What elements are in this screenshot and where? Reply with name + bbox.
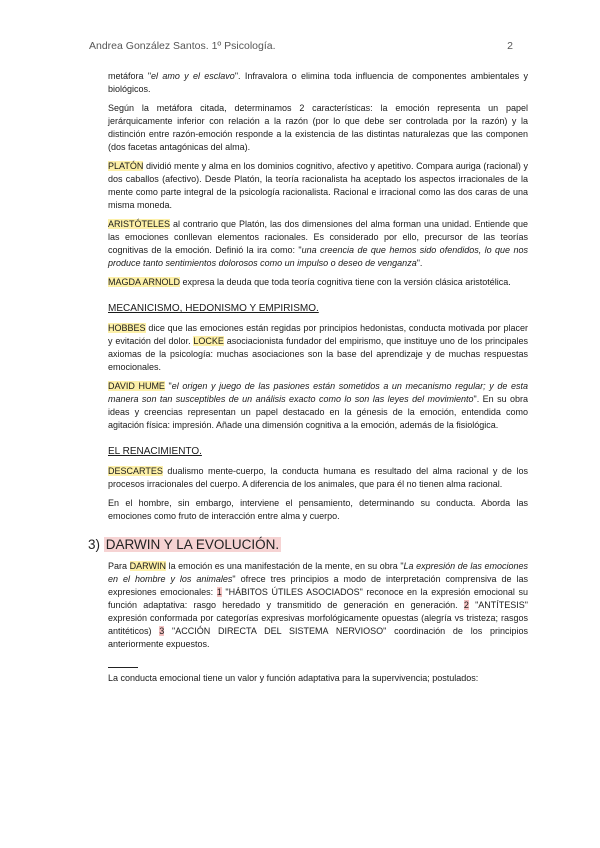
page-number: 2 bbox=[507, 40, 513, 52]
heading-title: DARWIN Y LA EVOLUCIÓN. bbox=[105, 537, 280, 552]
highlight-aristoteles: ARISTÓTELES bbox=[108, 219, 171, 229]
heading-number: 3) bbox=[88, 537, 101, 552]
paragraph-aristoteles: ARISTÓTELES al contrario que Platón, las dos dimensiones del alma forman una unidad. Entiende que las emociones conllevan elementos racionales. Es considerado por ello, precursor de las teorías cognitivas de la emoción. Definió la ira como: "una creencia de que hemos sido ofendidos, lo que nos produce tanto sentimientos dolorosos como un impulso o deseo de venganza". bbox=[108, 219, 528, 268]
paragraph-descartes: DESCARTES dualismo mente-cuerpo, la conducta humana es resultado del alma racional y de los procesos irracionales del cuerpo. A diferencia de los animales, que para él no tienen alma racional. bbox=[108, 466, 528, 489]
highlight-descartes: DESCARTES bbox=[108, 466, 163, 476]
page-header bbox=[89, 40, 513, 52]
section-heading-mecanicismo: MECANICISMO, HEDONISMO Y EMPIRISMO. bbox=[108, 303, 319, 314]
number-badge-1: 1 bbox=[216, 587, 222, 597]
paragraph-platon: PLATÓN dividió mente y alma en los dominios cognitivo, afectivo y apetitivo. Compara auriga (racional) y dos caballos (afectivo). Desde Platón, la teoría racionalista ha aceptado los aspectos irracionales de la mente como parte integral de la psicología racionalista. Racional e irracional como las dos caras de una misma moneda. bbox=[108, 161, 528, 210]
paragraph-hobbes-locke: HOBBES dice que las emociones están regidas por principios hedonistas, conducta motivada por placer y evitación del dolor. LOCKE asociacionista fundador del empirismo, que instituye uno de los principales axiomas de la psicología: muchas asociaciones son la base del aprendizaje y de muchas respuestas emocionales. bbox=[108, 323, 528, 372]
section-heading-renacimiento: EL RENACIMIENTO. bbox=[108, 446, 202, 457]
heading-darwin bbox=[88, 537, 508, 552]
highlight-hume: DAVID HUME bbox=[108, 381, 165, 391]
paragraph-hume: DAVID HUME "el origen y juego de las pasiones están sometidos a un mecanismo regular; y de esta manera son tan susceptibles de un análisis exacto como lo son las leyes del movimiento". En su obra ideas y creencias representan un papel destacado en la génesis de la emoción, entendida como agitación física: impresión. Añade una dimensión cognitiva a la emoción, además de la fisiológica. bbox=[108, 381, 529, 430]
paragraph-characteristics: Según la metáfora citada, determinamos 2 características: la emoción representa un papel jerárquicamente inferior con relación a la razón (por lo que debe ser controlada por la razón) y la distinción entre razón-emoción responde a la existencia de las distintas naturalezas que las componen (dos facetas antagónicas del alma). bbox=[108, 103, 528, 152]
highlight-magda-arnold: MAGDA ARNOLD bbox=[108, 277, 181, 287]
highlight-darwin: DARWIN bbox=[129, 561, 166, 571]
number-badge-3: 3 bbox=[159, 626, 165, 636]
paragraph-hombre: En el hombre, sin embargo, interviene el pensamiento, determinando su conducta. Aborda las emociones como fruto de interacción entre alma y cuerpo. bbox=[108, 498, 528, 521]
paragraph-darwin: Para DARWIN la emoción es una manifestación de la mente, en su obra "La expresión de las emociones en el hombre y los animales" ofrece tres principios a modo de interpretación comprensiva de las expresiones emocionales: 1 "HÁBITOS ÚTILES ASOCIADOS" reconoce en la expresión emocional su función adaptativa: rasgo heredado y transmitido de generación en generación. 2 "ANTÍTESIS" expresión conformada por categorías expresivas morfológicamente opuestas (alegría vs tristeza; rasgos antitéticos) 3 "ACCIÓN DIRECTA DEL SISTEMA NERVIOSO" coordinación de los principios anteriormente expuestos. bbox=[108, 561, 529, 649]
number-badge-2: 2 bbox=[463, 600, 469, 610]
highlight-hobbes: HOBBES bbox=[108, 323, 146, 333]
paragraph-metaphor: metáfora "el amo y el esclavo". Infravalora o elimina toda influencia de componentes ambientales y biológicos. bbox=[108, 71, 528, 94]
highlight-platon: PLATÓN bbox=[108, 161, 144, 171]
page-content bbox=[88, 70, 529, 691]
highlight-locke: LOCKE bbox=[193, 336, 224, 346]
paragraph-adaptive: La conducta emocional tiene un valor y función adaptativa para la supervivencia; postulados: bbox=[108, 673, 479, 683]
header-author: Andrea González Santos. 1º Psicología. bbox=[89, 40, 276, 52]
separator-line bbox=[108, 667, 138, 668]
paragraph-magda-arnold: MAGDA ARNOLD expresa la deuda que toda teoría cognitiva tiene con la versión clásica aristotélica. bbox=[108, 277, 511, 287]
